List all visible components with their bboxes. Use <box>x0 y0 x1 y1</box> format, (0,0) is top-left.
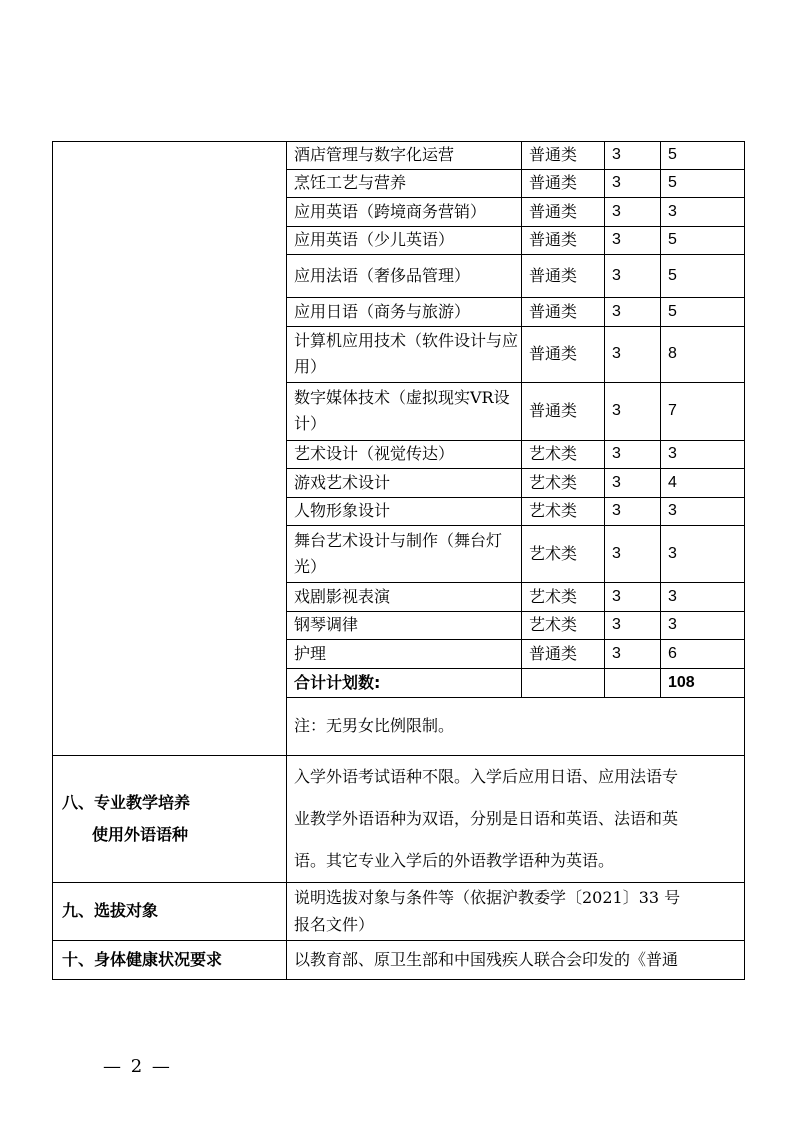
section8-text-line3: 语。其它专业入学后的外语教学语种为英语。 <box>294 851 615 870</box>
section9-text-line2: 报名文件） <box>294 915 375 934</box>
major-years: 3 <box>612 502 621 519</box>
major-years: 3 <box>612 174 621 191</box>
section8-label-line2: 使用外语语种 <box>92 825 189 844</box>
major-plan: 3 <box>668 502 677 519</box>
major-plan: 8 <box>668 345 677 362</box>
major-type: 艺术类 <box>529 501 578 520</box>
major-name: 应用英语（少儿英语） <box>294 230 455 249</box>
major-years: 3 <box>612 616 621 633</box>
major-plan: 5 <box>668 266 677 284</box>
major-name: 戏剧影视表演 <box>294 586 391 606</box>
major-years: 3 <box>612 445 621 462</box>
major-plan: 3 <box>668 445 677 462</box>
section8-text-line1: 入学外语考试语种不限。入学后应用日语、应用法语专 <box>294 767 679 786</box>
major-plan: 3 <box>668 544 677 562</box>
major-plan: 7 <box>668 402 677 419</box>
section10-text: 以教育部、原卫生部和中国残疾人联合会印发的《普通 <box>294 950 679 969</box>
major-plan: 5 <box>668 231 677 248</box>
section10-label: 十、身体健康状况要求 <box>62 950 223 969</box>
major-years: 3 <box>612 402 621 419</box>
major-name: 钢琴调律 <box>294 615 359 634</box>
table-divider <box>660 141 661 697</box>
major-name: 应用法语（奢侈品管理） <box>294 265 471 285</box>
major-plan: 3 <box>668 616 677 633</box>
major-plan: 3 <box>668 202 677 220</box>
major-type: 普通类 <box>529 145 578 164</box>
major-name: 计算机应用技术（软件设计与应用） <box>294 331 519 376</box>
major-name: 应用日语（商务与旅游） <box>294 301 471 321</box>
page-number: — 2 — <box>103 1056 172 1077</box>
major-name: 酒店管理与数字化运营 <box>294 145 455 164</box>
major-years: 3 <box>612 587 621 605</box>
major-name: 艺术设计（视觉传达） <box>294 444 455 463</box>
major-years: 3 <box>612 345 621 362</box>
major-plan: 4 <box>668 473 677 491</box>
major-years: 3 <box>612 146 621 163</box>
major-type: 普通类 <box>529 643 578 663</box>
section-divider <box>52 755 745 756</box>
major-plan: 3 <box>668 587 677 605</box>
section9-text-line1: 说明选拔对象与条件等（依据沪教委学〔2021〕33 号 <box>294 888 681 907</box>
total-value: 108 <box>668 673 695 691</box>
major-name: 舞台艺术设计与制作（舞台灯光） <box>294 530 503 576</box>
major-years: 3 <box>612 202 621 220</box>
major-years: 3 <box>612 544 621 562</box>
major-name: 烹饪工艺与营养 <box>294 173 407 192</box>
section-divider <box>52 940 745 941</box>
section8-label-line1: 八、专业教学培养 <box>62 793 191 812</box>
table-divider <box>604 141 605 697</box>
major-type: 艺术类 <box>529 543 578 563</box>
major-years: 3 <box>612 302 621 320</box>
major-years: 3 <box>612 473 621 491</box>
major-plan: 5 <box>668 174 677 191</box>
note-text: 注：无男女比例限制。 <box>294 716 455 735</box>
major-type: 普通类 <box>529 301 578 321</box>
major-type: 艺术类 <box>529 586 578 606</box>
major-name: 游戏艺术设计 <box>294 472 391 492</box>
total-label: 合计计划数: <box>294 672 381 692</box>
major-plan: 5 <box>668 302 677 320</box>
major-type: 普通类 <box>529 401 578 420</box>
major-type: 普通类 <box>529 344 578 363</box>
major-type: 普通类 <box>529 173 578 192</box>
major-plan: 5 <box>668 146 677 163</box>
major-type: 艺术类 <box>529 444 578 463</box>
major-name: 应用英语（跨境商务营销） <box>294 201 487 221</box>
section8-text-line2: 业教学外语语种为双语，分别是日语和英语、法语和英 <box>294 809 679 828</box>
section-divider <box>52 882 745 883</box>
major-type: 艺术类 <box>529 615 578 634</box>
major-years: 3 <box>612 644 621 662</box>
section9-label: 九、选拔对象 <box>62 901 159 920</box>
major-name: 护理 <box>294 643 327 663</box>
table-divider <box>521 141 522 697</box>
major-type: 艺术类 <box>529 472 578 492</box>
major-type: 普通类 <box>529 201 578 221</box>
major-name: 数字媒体技术（虚拟现实VR设计） <box>294 388 510 433</box>
major-years: 3 <box>612 266 621 284</box>
major-name: 人物形象设计 <box>294 501 391 520</box>
major-type: 普通类 <box>529 265 578 285</box>
major-type: 普通类 <box>529 230 578 249</box>
table-divider <box>286 141 287 980</box>
major-years: 3 <box>612 231 621 248</box>
major-plan: 6 <box>668 644 677 662</box>
